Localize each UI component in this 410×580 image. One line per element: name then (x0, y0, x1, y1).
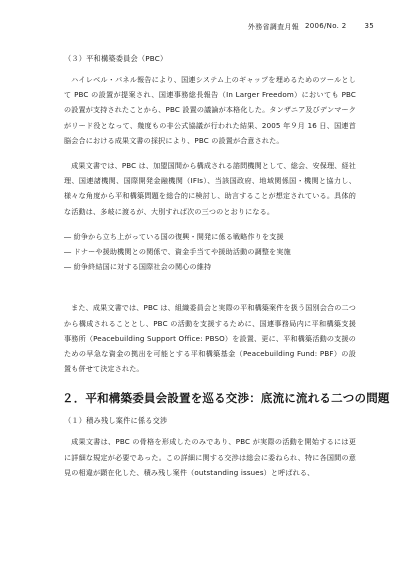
journal-title: 外務省調査月報 (247, 23, 299, 31)
list-item: ― 紛争終結国に対する国際社会の関心の維持 (64, 262, 212, 272)
document-body (62, 54, 390, 490)
activity-list (64, 229, 356, 275)
issue-number: 2006/No. 2 (305, 22, 347, 30)
paragraph: ハイレベル・パネル報告により、国連システム上のギャップを埋めるためのツールとして PBC の設置が提案され、国連事務総長報告（In Larger Freedom）においても PBC の設置が支持されたことから、PBC 設置の議論が本格化した。タンザニア及びデンマークがリード役となって、幾度もの非公式協議が行われた結果、2005 年９月 16 日、国連首脳会合における成果文書の採択により、PBC の設置が合意された。 (64, 75, 356, 145)
list-item: ― ドナーや援助機関との関係で、資金手当てや援助活動の調整を実施 (64, 247, 291, 257)
page-header (248, 22, 374, 32)
page-number: 35 (364, 22, 374, 30)
list-item: ― 紛争から立ち上がっている国の復興・開発に係る戦略作りを支援 (64, 231, 284, 241)
paragraph: また、成果文書では、PBC は、組織委員会と実際の平和構築案件を扱う国別会合の二つから構成されることとし、PBC の活動を支援するために、国連事務局内に平和構築支援事務所（Peacebuilding Support Office: PBSO）を設置、更に、平和構築活動の支援のための早急な資金の拠出を可能とする平和構築基金（Peacebuilding Fund: PBF）の設置も併せて決定された。 (64, 303, 356, 374)
section-heading-pbc: （３）平和構築委員会（PBC） (64, 54, 168, 63)
paragraph: 成果文書は、PBC の骨格を形成したのみであり、PBC が実際の活動を開始するには更に詳細な規定が必要であった。この詳細に関する交渉は総会に委ねられ、特に各国間の意見の相違が顕在化した、積み残し案件（outstanding issues）と呼ばれる、 (64, 437, 356, 477)
subsection-heading: （１）積み残し案件に係る交渉 (64, 416, 168, 426)
paragraph: 成果文書では、PBC は、加盟国間から構成される諮問機関として、総会、安保理、経社理、国連諸機関、国際開発金融機関（IFIs）、当該国政府、地域関係国・機関と協力し、様々な角度から平和構築問題を総合的に検討し、助言することが想定されている。具体的な活動は、多岐に渡るが、大別すれば次の三つのとおりになる。 (64, 161, 356, 216)
chapter-heading: ２．平和構築委員会設置を巡る交渉：底流に流れる二つの問題 (62, 391, 390, 406)
